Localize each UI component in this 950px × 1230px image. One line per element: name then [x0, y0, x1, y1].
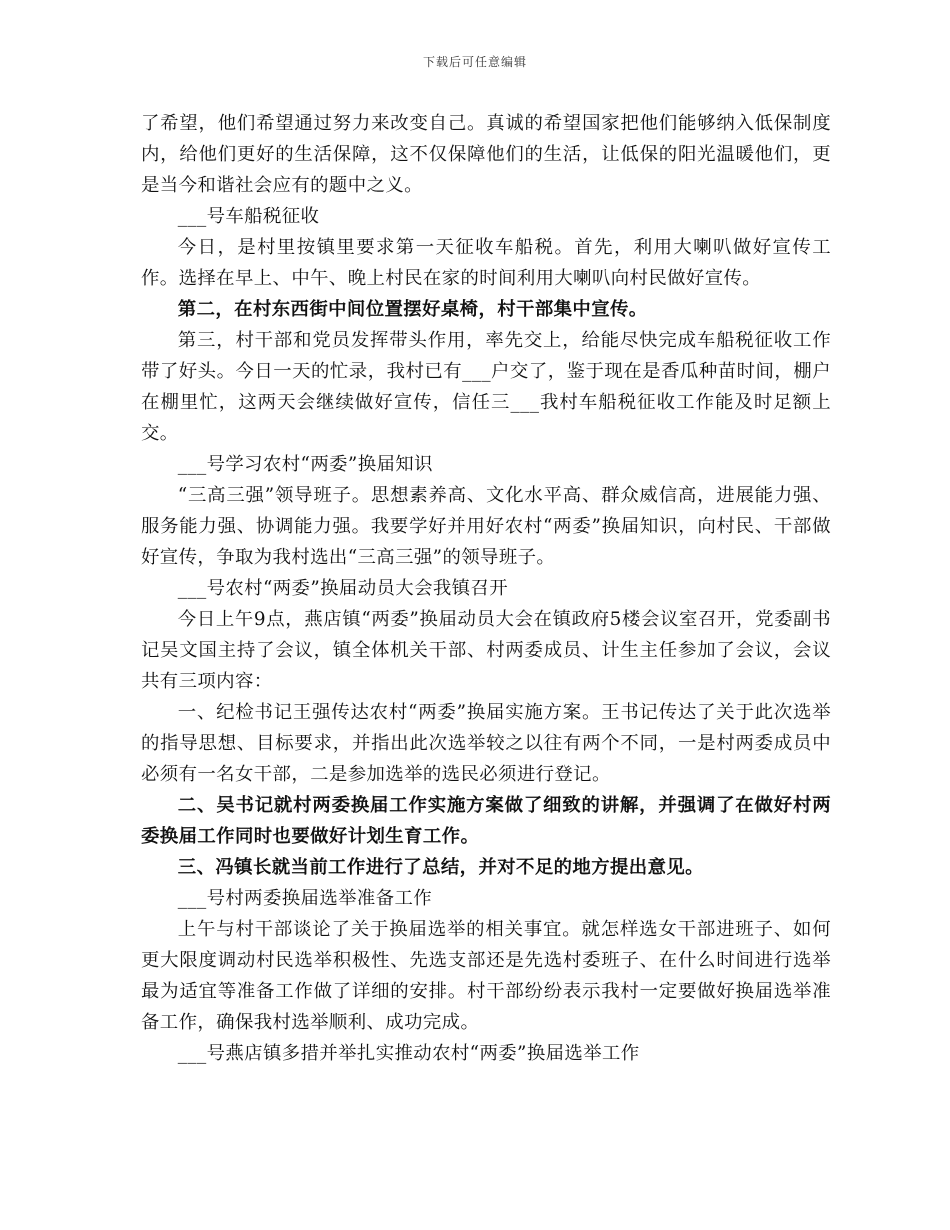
entry-heading-measures: ___号燕店镇多措并举扎实推动农村“两委”换届选举工作	[177, 1043, 640, 1064]
paragraph-preparation: 上午与村干部谈论了关于换届选举的相关事宜。就怎样选女干部进班子、如何更大限度调动村民选举积极性、先选支部还是先选村委班子、在什么时间进行选举最为适宜等准备工作做了详细的安排。村干部纷纷表示我村一定要做好换届选举准备工作，确保我村选举顺利、成功完成。	[141, 919, 831, 1033]
paragraph-meeting-item-2: 二、吴书记就村两委换届工作实施方案做了细致的讲解，并强调了在做好村两委换届工作同时也要做好计划生育工作。	[141, 795, 831, 847]
entry-heading-preparation: ___号村两委换届选举准备工作	[177, 888, 433, 909]
paragraph-second-point: 第二，在村东西街中间位置摆好桌椅，村干部集中宣传。	[177, 299, 648, 320]
paragraph-study: “三高三强”领导班子。思想素养高、文化水平高、群众威信高，进展能力强、服务能力强、协调能力强。我要学好并用好农村“两委”换届知识，向村民、干部做好宣传，争取为我村选出“三高三强”的领导班子。	[141, 485, 831, 568]
paragraph-continuation: 了希望，他们希望通过努力来改变自己。真诚的希望国家把他们能够纳入低保制度内，给他们更好的生活保障，这不仅保障他们的生活，让低保的阳光温暖他们，更是当今和谐社会应有的题中之义。	[141, 113, 831, 196]
document-body	[141, 108, 831, 1069]
paragraph-third-point: 第三，村干部和党员发挥带头作用，率先交上，给能尽快完成车船税征收工作带了好头。今日一天的忙录，我村已有___户交了，鉴于现在是香瓜种苗时间，棚户在棚里忙，这两天会继续做好宣传，信任三___我村车船税征收工作能及时足额上交。	[141, 330, 831, 444]
paragraph-vehicle-tax: 今日，是村里按镇里要求第一天征收车船税。首先，利用大喇叭做好宣传工作。选择在早上、中午、晚上村民在家的时间利用大喇叭向村民做好宣传。	[141, 237, 831, 289]
paragraph-meeting-item-1: 一、纪检书记王强传达农村“两委”换届实施方案。王书记传达了关于此次选举的指导思想、目标要求，并指出此次选举较之以往有两个不同，一是村两委成员中必须有一名女干部，二是参加选举的选民必须进行登记。	[141, 702, 831, 785]
page-header: 下载后可任意编辑	[422, 55, 527, 69]
entry-heading-study: ___号学习农村“两委”换届知识	[177, 454, 433, 475]
entry-heading-meeting: ___号农村“两委”换届动员大会我镇召开	[177, 578, 509, 599]
entry-heading-vehicle-tax: ___号车船税征收	[177, 206, 320, 227]
paragraph-meeting-item-3: 三、冯镇长就当前工作进行了总结，并对不足的地方提出意见。	[177, 857, 704, 878]
paragraph-meeting: 今日上午9点，燕店镇“两委”换届动员大会在镇政府5楼会议室召开，党委副书记吴文国主持了会议，镇全体机关干部、村两委成员、计生主任参加了会议，会议共有三项内容：	[141, 609, 831, 692]
